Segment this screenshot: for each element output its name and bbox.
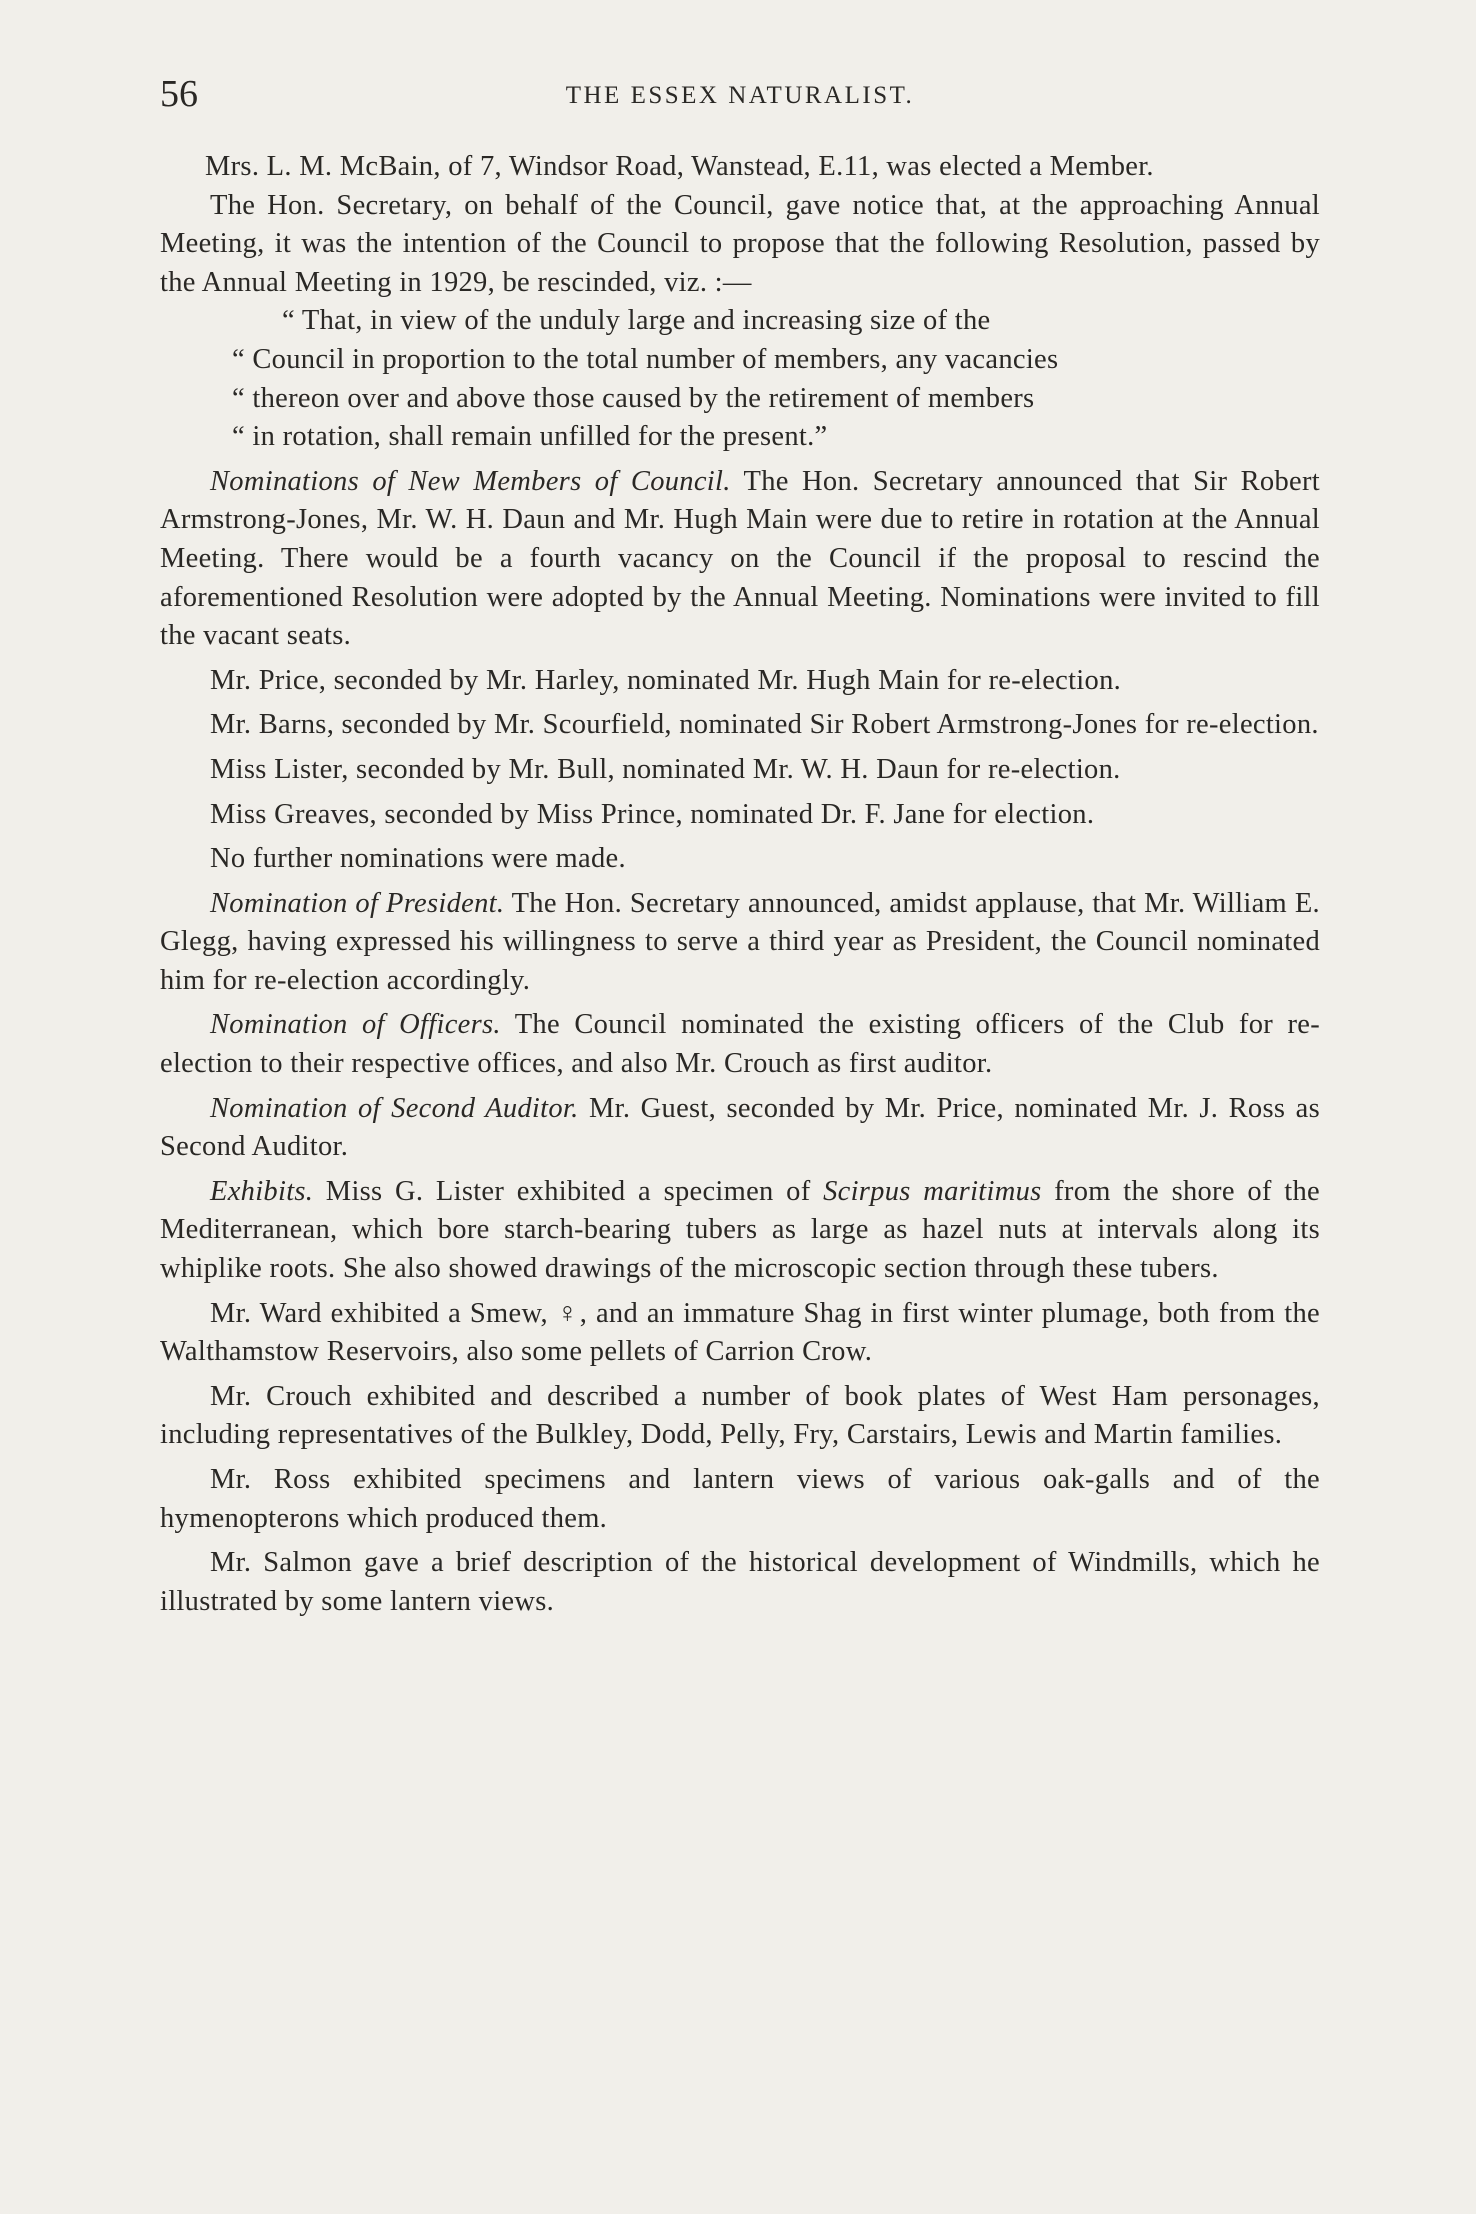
section-heading: Nomination of Officers. <box>210 1009 501 1041</box>
paragraph-nominations-council: Nominations of New Members of Council. The Hon. Secretary announced that Sir Robert Armstrong-Jones, Mr. W. H. Daun and Mr. Hugh Main were due to retire in rotation at the Annual Meeting. There would be a fourth vacancy on the Council if the proposal to rescind the aforementioned Resolution were adopted by the Annual Meeting. Nominations were invited to fill the vacant seats. <box>160 465 1320 652</box>
species-name: Scirpus maritimus <box>823 1175 1042 1207</box>
running-head: THE ESSEX NATURALIST. <box>565 82 915 109</box>
section-heading: Nominations of New Members of Council. <box>210 465 731 497</box>
paragraph-officers: Nomination of Officers. The Council nominated the existing officers of the Club for re-election to their respective offices, and also Mr. Crouch as first auditor. <box>160 1009 1320 1080</box>
section-heading: Nomination of Second Auditor. <box>210 1092 579 1124</box>
quote-line: “ thereon over and above those caused by the retirement of members <box>232 382 1035 414</box>
paragraph-exhibit: Mr. Crouch exhibited and described a number of book plates of West Ham personages, including representatives of the Bulkley, Dodd, Pelly, Fry, Carstairs, Lewis and Martin families. <box>160 1380 1320 1451</box>
body-text <box>160 148 1320 1621</box>
paragraph-nomination: Mr. Barns, seconded by Mr. Scourfield, nominated Sir Robert Armstrong-Jones for re-election. <box>210 709 1319 741</box>
quote-line: “ That, in view of the unduly large and increasing size of the <box>282 305 991 337</box>
paragraph-second-auditor: Nomination of Second Auditor. Mr. Guest, seconded by Mr. Price, nominated Mr. J. Ross as Second Auditor. <box>160 1092 1320 1163</box>
paragraph-exhibit: Mr. Salmon gave a brief description of the historical development of Windmills, which he illustrated by some lantern views. <box>160 1547 1320 1617</box>
paragraph-exhibit: Mr. Ross exhibited specimens and lantern views of various oak-galls and of the hymenopterons which produced them. <box>160 1464 1320 1534</box>
resolution-quote <box>232 302 1320 456</box>
page-header <box>160 72 1320 122</box>
paragraph-no-further: No further nominations were made. <box>210 843 626 875</box>
paragraph-notice: The Hon. Secretary, on behalf of the Council, gave notice that, at the approaching Annual Meeting, it was the intention of the Council to propose that the following Resolution, passed by the Annual Meeting in 1929, be rescinded, viz. :— <box>160 189 1320 298</box>
paragraph-nomination: Miss Lister, seconded by Mr. Bull, nominated Mr. W. H. Daun for re-election. <box>210 753 1121 785</box>
section-heading: Nomination of President. <box>210 887 505 919</box>
paragraph-exhibit: Mr. Ward exhibited a Smew, ♀, and an immature Shag in first winter plumage, both from the Walthamstow Reservoirs, also some pellets of Carrion Crow. <box>160 1297 1320 1368</box>
section-heading: Exhibits. <box>210 1175 314 1207</box>
paragraph-nomination: Mr. Price, seconded by Mr. Harley, nominated Mr. Hugh Main for re-election. <box>210 664 1122 696</box>
paragraph-nomination: Miss Greaves, seconded by Miss Prince, nominated Dr. F. Jane for election. <box>210 798 1095 830</box>
quote-line: “ Council in proportion to the total number of members, any vacancies <box>232 343 1059 375</box>
quote-line: “ in rotation, shall remain unfilled for the present.” <box>232 421 828 453</box>
page-number: 56 <box>160 73 198 115</box>
paragraph-president: Nomination of President. The Hon. Secretary announced, amidst applause, that Mr. William E. Glegg, having expressed his willingness to serve a third year as President, the Council nominated him for re-election accordingly. <box>160 887 1320 996</box>
paragraph-new-member: Mrs. L. M. McBain, of 7, Windsor Road, Wanstead, E.11, was elected a Member. <box>205 151 1154 182</box>
paragraph-exhibits: Exhibits. Miss G. Lister exhibited a specimen of Scirpus maritimus from the shore of the Mediterranean, which bore starch-bearing tubers as large as hazel nuts at intervals along its whiplike roots. She also showed drawings of the microscopic section through these tubers. <box>160 1175 1320 1285</box>
